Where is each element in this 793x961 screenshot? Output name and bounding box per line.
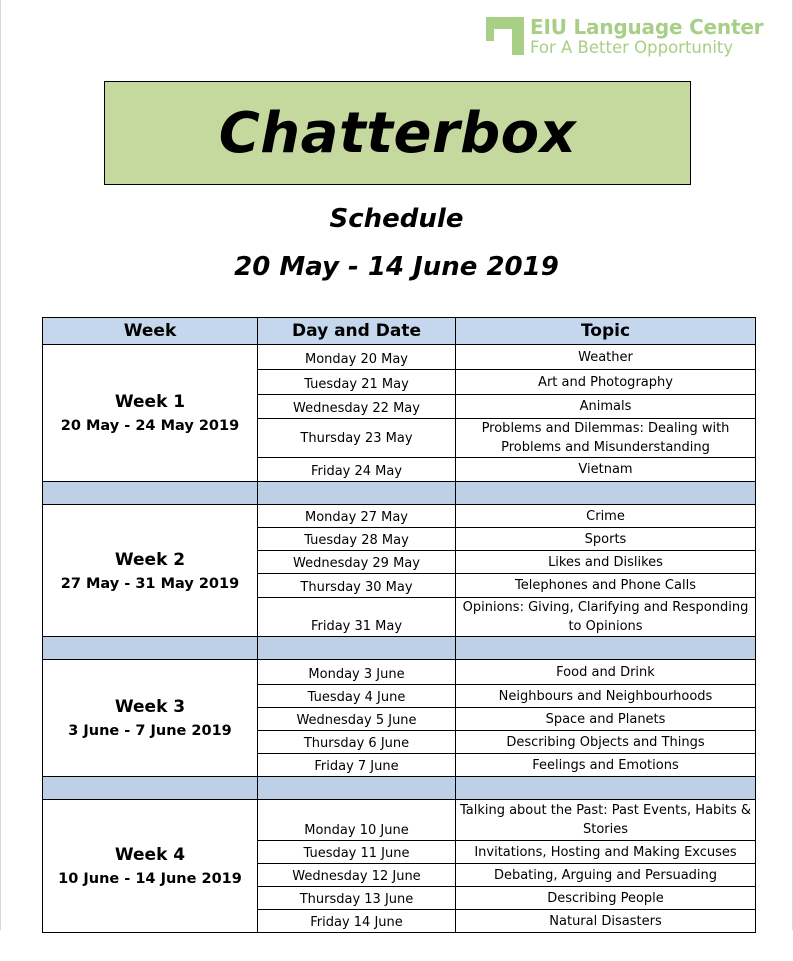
schedule-heading: Schedule	[329, 204, 464, 234]
page-left-edge	[0, 0, 1, 930]
topic-cell: Weather	[456, 345, 756, 370]
topic-cell: Describing Objects and Things	[456, 731, 756, 754]
day-cell: Tuesday 4 June	[258, 685, 456, 708]
topic-cell: Opinions: Giving, Clarifying and Responding to Opinions	[456, 598, 756, 637]
header-week: Week	[43, 318, 258, 345]
topic-cell: Neighbours and Neighbourhoods	[456, 685, 756, 708]
day-cell: Monday 10 June	[258, 800, 456, 841]
schedule-table	[42, 317, 756, 933]
day-cell: Monday 20 May	[258, 345, 456, 370]
week-name: Week 1	[114, 392, 186, 412]
day-cell: Monday 3 June	[258, 660, 456, 685]
day-cell: Tuesday 11 June	[258, 841, 456, 864]
topic-cell: Debating, Arguing and Persuading	[456, 864, 756, 887]
topic-cell: Animals	[456, 395, 756, 419]
week-separator	[43, 637, 756, 660]
table-row	[43, 660, 756, 685]
topic-cell: Natural Disasters	[456, 910, 756, 933]
date-range-heading: 20 May - 14 June 2019	[234, 252, 559, 282]
week-separator	[43, 777, 756, 800]
day-cell: Wednesday 22 May	[258, 395, 456, 419]
topic-cell: Invitations, Hosting and Making Excuses	[456, 841, 756, 864]
logo	[486, 15, 786, 61]
header-day-date: Day and Date	[258, 318, 456, 345]
day-cell: Friday 14 June	[258, 910, 456, 933]
week-range: 20 May - 24 May 2019	[60, 418, 240, 434]
day-cell: Tuesday 21 May	[258, 370, 456, 395]
day-cell: Friday 31 May	[258, 598, 456, 637]
table-row	[43, 345, 756, 370]
topic-cell: Sports	[456, 528, 756, 551]
day-cell: Wednesday 29 May	[258, 551, 456, 574]
day-cell: Friday 7 June	[258, 754, 456, 777]
table-row	[43, 505, 756, 528]
topic-cell: Describing People	[456, 887, 756, 910]
week-separator	[43, 482, 756, 505]
logo-mark-icon	[486, 17, 524, 55]
topic-cell: Problems and Dilemmas: Dealing with Problems and Misunderstanding	[456, 419, 756, 458]
week-name: Week 4	[114, 845, 186, 865]
day-cell: Monday 27 May	[258, 505, 456, 528]
logo-tagline: For A Better Opportunity	[530, 38, 734, 57]
day-cell: Thursday 6 June	[258, 731, 456, 754]
day-cell: Tuesday 28 May	[258, 528, 456, 551]
page-title: Chatterbox	[218, 100, 577, 166]
topic-cell: Art and Photography	[456, 370, 756, 395]
topic-cell: Feelings and Emotions	[456, 754, 756, 777]
topic-cell: Telephones and Phone Calls	[456, 574, 756, 598]
header-topic: Topic	[456, 318, 756, 345]
topic-cell: Talking about the Past: Past Events, Habits & Stories	[456, 800, 756, 841]
day-cell: Thursday 30 May	[258, 574, 456, 598]
week-range: 10 June - 14 June 2019	[58, 871, 242, 887]
day-cell: Friday 24 May	[258, 458, 456, 482]
topic-cell: Space and Planets	[456, 708, 756, 731]
table-header-row	[43, 318, 756, 345]
topic-cell: Crime	[456, 505, 756, 528]
topic-cell: Vietnam	[456, 458, 756, 482]
week-name: Week 2	[114, 549, 186, 570]
day-cell: Wednesday 5 June	[258, 708, 456, 731]
week-cell	[43, 505, 258, 637]
logo-name: EIU Language Center	[530, 15, 764, 39]
topic-cell: Food and Drink	[456, 660, 756, 685]
week-range: 3 June - 7 June 2019	[68, 723, 232, 739]
table-row	[43, 800, 756, 841]
day-cell: Thursday 23 May	[258, 419, 456, 458]
week-cell	[43, 345, 258, 482]
title-banner	[104, 81, 691, 185]
week-range: 27 May - 31 May 2019	[60, 575, 240, 592]
week-name: Week 3	[114, 697, 186, 717]
day-cell: Wednesday 12 June	[258, 864, 456, 887]
topic-cell: Likes and Dislikes	[456, 551, 756, 574]
week-cell	[43, 660, 258, 777]
day-cell: Thursday 13 June	[258, 887, 456, 910]
week-cell	[43, 800, 258, 933]
